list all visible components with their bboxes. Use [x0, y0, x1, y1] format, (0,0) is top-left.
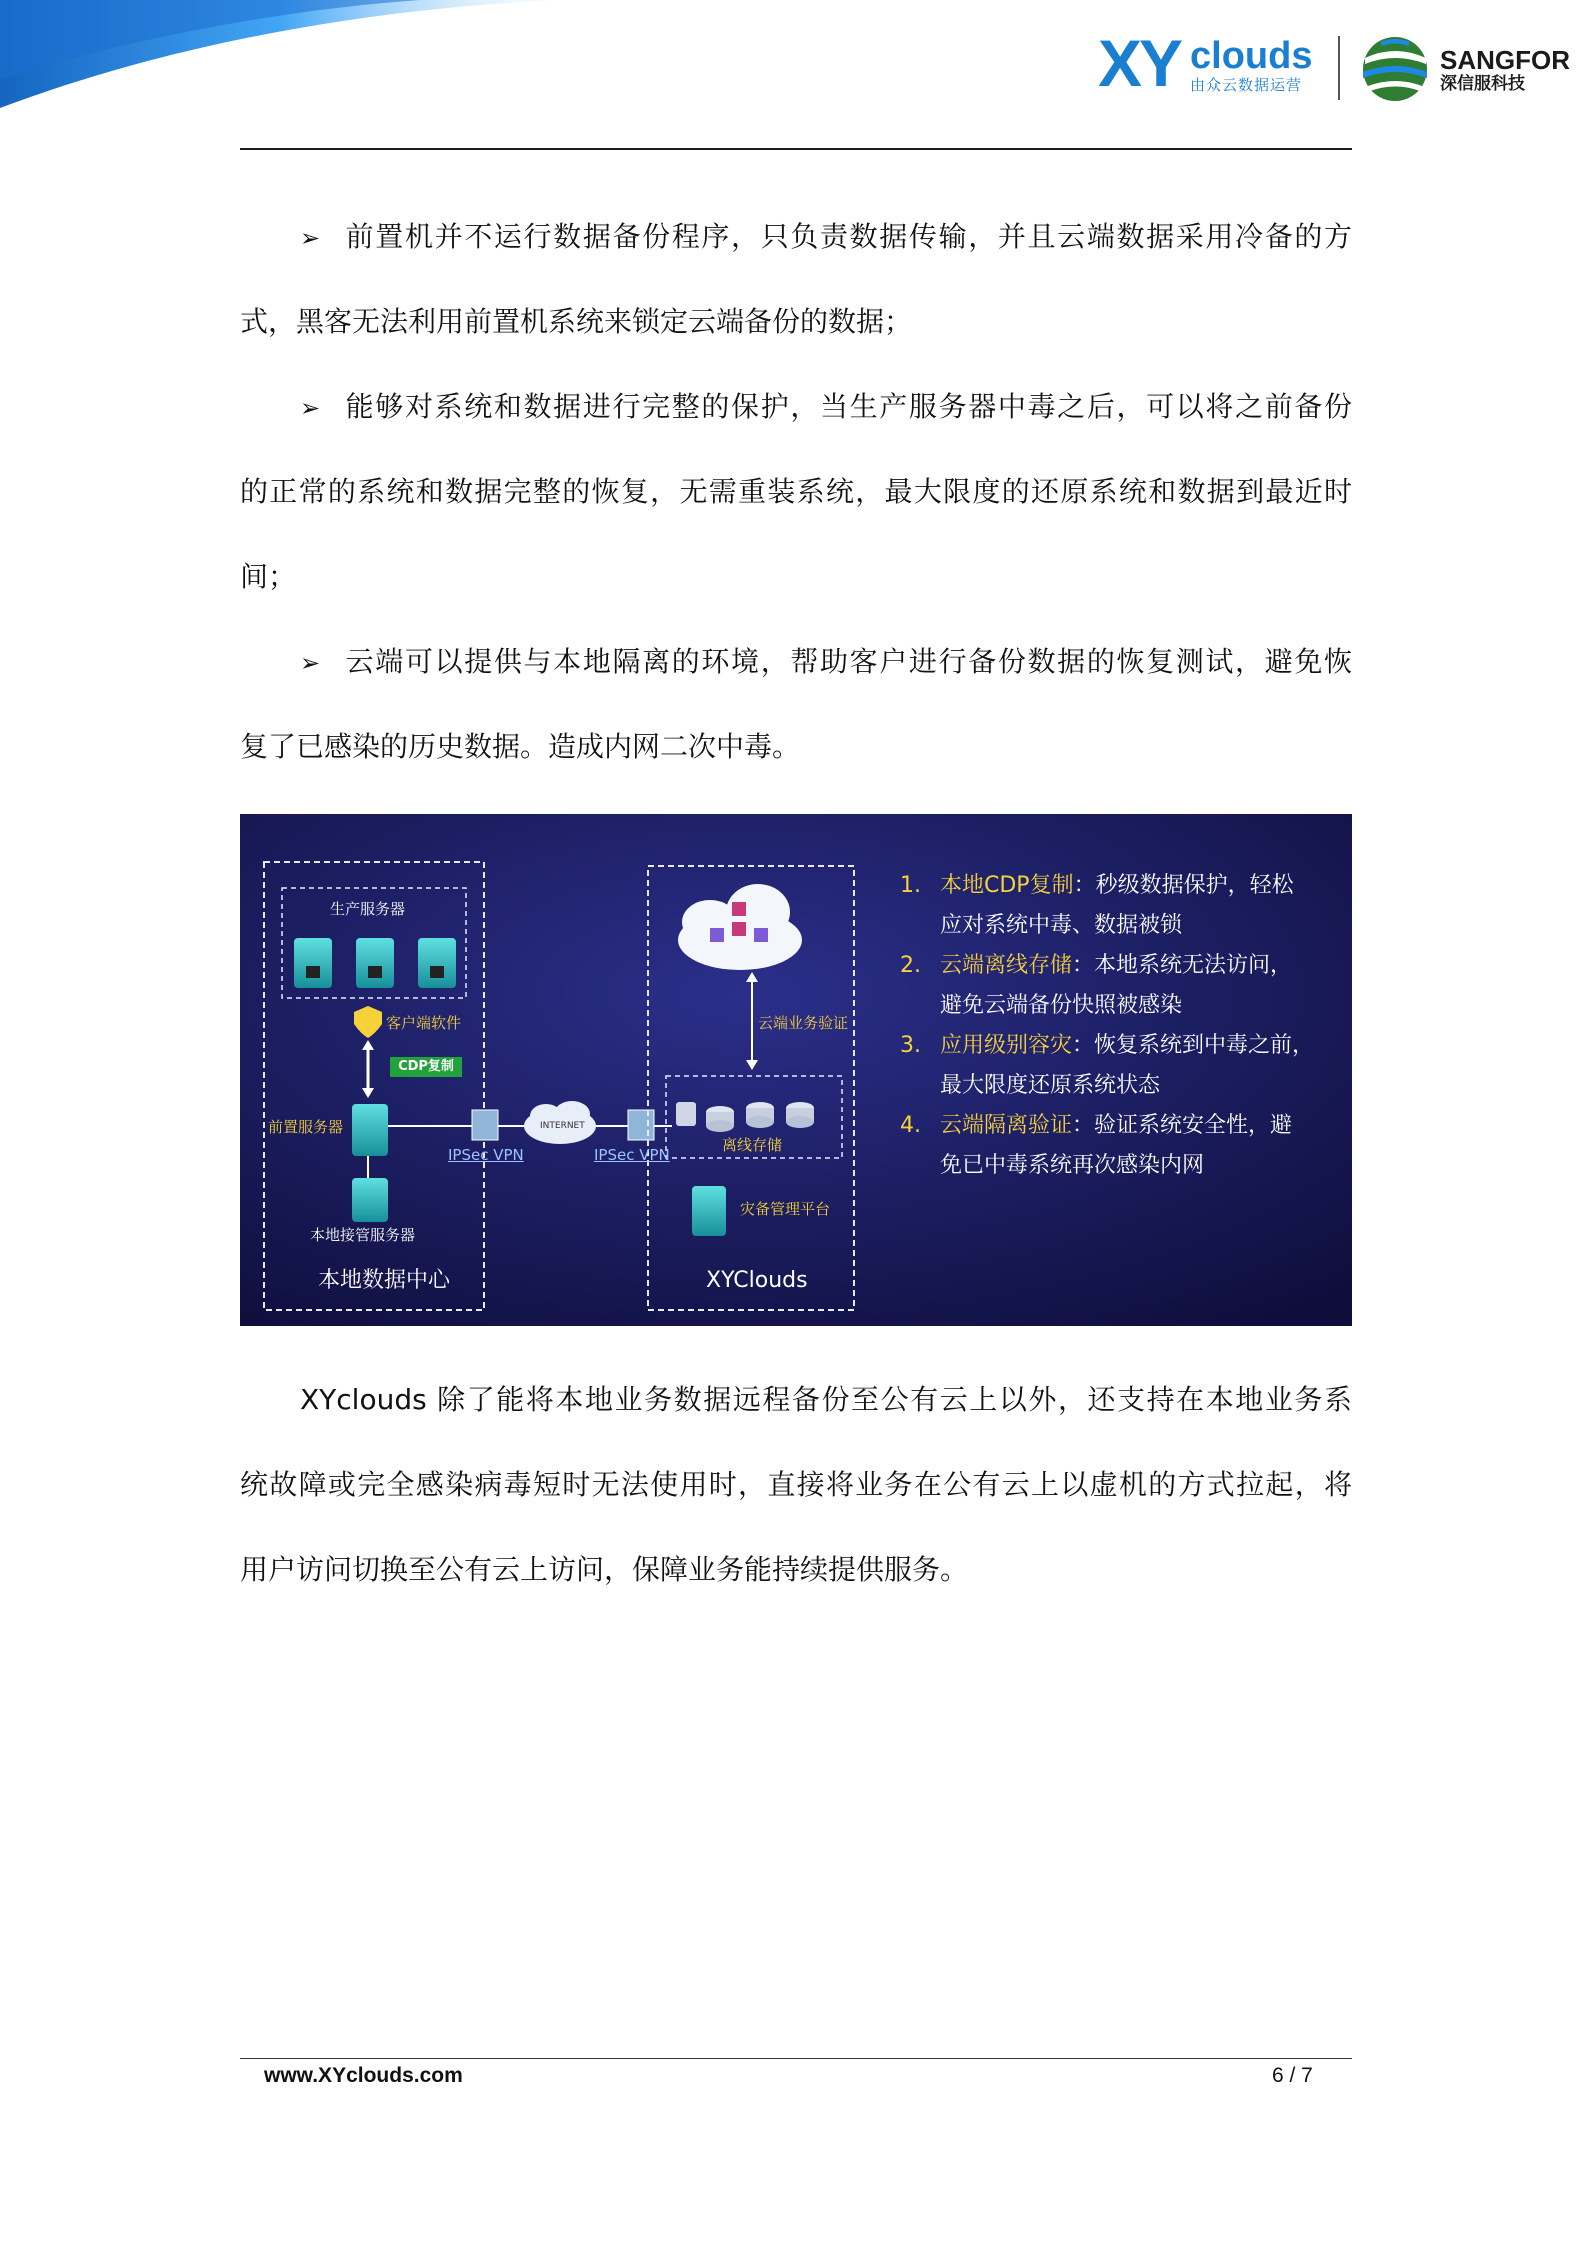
closing-line-1: XYclouds 除了能将本地业务数据远程备份至公有云上以外，还支持在本地业务系 [300, 1383, 1352, 1416]
sangfor-globe-icon [1360, 34, 1430, 104]
feature-item: 1. 本地CDP复制：秒级数据保护，轻松 应对系统中毒、数据被锁 [900, 873, 1294, 938]
bullet-item-3 [240, 619, 1352, 789]
cloud-label: XYClouds [706, 1268, 808, 1293]
feature-item: 4. 云端隔离验证：验证系统安全性，避 免已中毒系统再次感染内网 [900, 1113, 1293, 1178]
feature-item: 3. 应用级别容灾：恢复系统到中毒之前， 最大限度还原系统状态 [900, 1033, 1315, 1098]
xyclouds-logo [1098, 26, 1328, 102]
production-server-icon [294, 938, 456, 988]
front-server-icon [352, 1104, 388, 1156]
footer-rule [240, 2058, 1352, 2059]
takeover-server-icon [352, 1178, 388, 1222]
architecture-diagram [240, 814, 1352, 1326]
bullet-2-line-3: 间； [240, 560, 297, 593]
bullet-item-2 [240, 364, 1352, 619]
cloud-verify-label: 云端业务验证 [758, 1014, 849, 1032]
closing-line-2: 统故障或完全感染病毒短时无法使用时，直接将业务在公有云上以虚机的方式拉起，将 [240, 1468, 1352, 1501]
bullet-1-line-1: 前置机并不运行数据备份程序，只负责数据传输，并且云端数据采用冷备的方 [344, 220, 1352, 253]
feature-list [900, 866, 1340, 1186]
ipsec-right-label: IPSec VPN [594, 1146, 670, 1164]
bullet-arrow-icon: ➢ [300, 649, 321, 677]
local-dc-label: 本地数据中心 [318, 1268, 451, 1293]
header-rule [240, 148, 1352, 150]
bullet-3-line-1: 云端可以提供与本地隔离的环境，帮助客户进行备份数据的恢复测试，避免恢 [344, 645, 1352, 678]
page-number: 6 / 7 [1272, 2064, 1313, 2087]
front-server-label: 前置服务器 [268, 1118, 344, 1136]
offline-storage-label: 离线存储 [722, 1136, 783, 1154]
local-takeover-label: 本地接管服务器 [310, 1226, 416, 1244]
bullet-item-1 [240, 194, 1352, 364]
bullet-arrow-icon: ➢ [300, 224, 321, 252]
feature-item: 2. 云端离线存储：本地系统无法访问， 避免云端备份快照被感染 [900, 953, 1293, 1018]
bullet-2-line-1: 能够对系统和数据进行完整的保护，当生产服务器中毒之后，可以将之前备份 [344, 390, 1352, 423]
sangfor-logo [1360, 34, 1570, 104]
closing-line-3: 用户访问切换至公有云上访问，保障业务能持续提供服务。 [240, 1553, 969, 1586]
vpn-gateway-icon [472, 1110, 498, 1140]
ipsec-left-label: IPSec VPN [448, 1146, 524, 1164]
bullet-arrow-icon: ➢ [300, 394, 321, 422]
sangfor-cn-name: 深信服科技 [1440, 74, 1525, 94]
bullet-1-line-2: 式，黑客无法利用前置机系统来锁定云端备份的数据； [240, 305, 913, 338]
client-software-label: 客户端软件 [386, 1014, 462, 1032]
mgmt-platform-label: 灾备管理平台 [740, 1200, 831, 1218]
footer-url: www.XYclouds.com [264, 2064, 463, 2087]
sangfor-name: SANGFOR [1440, 45, 1570, 75]
xy-logo-mark: XY [1098, 26, 1181, 100]
internet-label: INTERNET [540, 1121, 585, 1131]
bullet-3-line-2: 复了已感染的历史数据。造成内网二次中毒。 [240, 730, 801, 763]
xy-logo-tagline: 由众云数据运营 [1190, 76, 1303, 94]
prod-servers-label: 生产服务器 [330, 900, 406, 918]
vpn-gateway-icon [628, 1110, 654, 1140]
cdp-copy-badge: CDP复制 [390, 1057, 462, 1077]
mgmt-server-icon [692, 1186, 726, 1236]
xy-logo-word: clouds [1190, 35, 1313, 77]
logo-divider [1338, 36, 1340, 100]
bullet-2-line-2: 的正常的系统和数据完整的恢复，无需重装系统，最大限度的还原系统和数据到最近时 [240, 475, 1352, 508]
header-swoosh [0, 0, 620, 120]
closing-paragraph [240, 1357, 1352, 1612]
